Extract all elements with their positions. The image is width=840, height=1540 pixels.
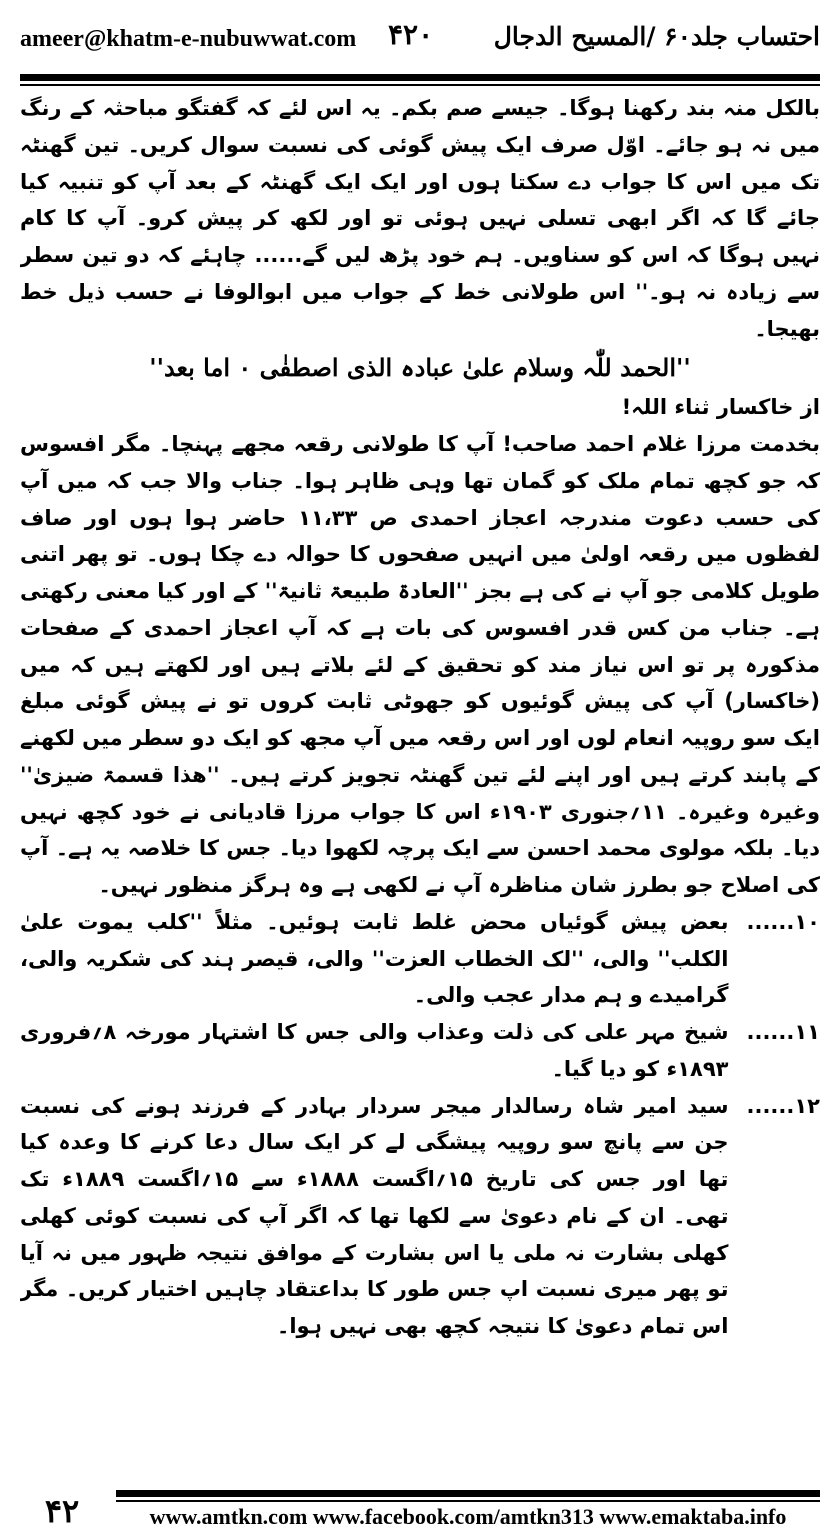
list-item [20,1088,820,1345]
footer-urls[interactable]: www.amtkn.com www.facebook.com/amtkn313 www.emaktaba.info [149,1504,787,1529]
page-body [20,90,820,1480]
list-item [20,1014,820,1088]
item-number: ۱۰...... [746,909,820,934]
page-header [20,0,820,74]
item-text: سید امیر شاہ رسالدار میجر سردار بہادر کے فرزند ہونے کی نسبت جن سے پانچ سو روپیہ پیشگی لے کر ایک سال دعا کرنے کا وعدہ کیا تھا اور جس کی تاریخ ۱۵؍اگست ۱۸۸۸ء سے ۱۵؍اگست ۱۸۸۹ء تک تھی۔ ان کے نام دعویٰ سے لکھا تھا کہ اگر آپ کی نسبت کوئی کھلی کھلی بشارت نہ ملی یا اس بشارت کے موافق نتیجہ ظہور میں نہ آیا تو پھر میری نسبت اپ جس طور کا بداعتقاد چاہیں اختیار کریں۔ مگر اس تمام دعویٰ کا نتیجہ کچھ بھی نہیں ہوا۔ [20,1093,729,1338]
header-rule-thin [20,84,820,86]
header-rule-thick [20,74,820,81]
page-footer [20,1486,820,1536]
paragraph-1: بالکل منہ بند رکھنا ہوگا۔ جیسے صم بکم۔ یہ اس لئے کہ گفتگو مباحثہ کے رنگ میں نہ ہو جائے۔ اوّل صرف ایک پیش گوئی کی نسبت سوال کریں۔ تین گھنٹہ تک میں اس کا جواب دے سکتا ہوں اور ایک ایک گھنٹہ کے بعد آپ کو تنبیہ کیا جائے گا کہ اگر ابھی تسلی نہیں ہوئی تو اور لکھ کر پیش کرو۔ آپ کا کام نہیں ہوگا کہ اس کو سناویں۔ ہم خود پڑھ لیں گے...... چاہئے کہ دو تین سطر سے زیادہ نہ ہو۔'' اس طولانی خط کے جواب میں ابوالوفا نے حسب ذیل خط بھیجا۔ [20,96,820,341]
item-text: شیخ مہر علی کی ذلت وعذاب والی جس کا اشتہار مورخہ ۸؍فروری ۱۸۹۳ء کو دیا گیا۔ [20,1020,729,1081]
item-number: ۱۱...... [746,1020,820,1044]
item-number: ۱۲...... [746,1093,820,1118]
item-text: بعض پیش گوئیاں محض غلط ثابت ہوئیں۔ مثلاً ''کلب یموت علیٰ الکلب'' والی، ''لک الخطاب العزت'' والی، قیصر ہند کی شکریہ والی، گرامیدے و ہم مدار عجب والی۔ [20,909,729,1008]
header-email: ameer@khatm-e-nubuwwat.com [20,26,357,52]
footer-rules [116,1490,820,1502]
paragraph-2: بخدمت مرزا غلام احمد صاحب! آپ کا طولانی رقعہ مجھے پہنچا۔ مگر افسوس کہ جو کچھ تمام ملک کو گمان تھا وہی ظاہر ہوا۔ جناب والا جب کہ میں آپ کی حسب دعوت مندرجہ اعجاز احمدی ص ۱۱،۳۳ حاضر ہوا ہوں اور صاف لفظوں میں رقعہ اولیٰ میں انہیں صفحوں کا حوالہ دے چکا ہوں۔ تو پھر اتنی طویل کلامی جو آپ نے کی ہے بجز ''العادۃ طبیعۃ ثانیۃ'' کے اور کیا معنی رکھتی ہے۔ جناب من کس قدر افسوس کی بات ہے کہ آپ اعجاز احمدی کے صفحات مذکورہ پر تو اس نیاز مند کو تحقیق کے لئے بلاتے ہیں اور لکھتے ہیں کہ میں (خاکسار) آپ کی پیش گوئیوں کو جھوٹی ثابت کروں تو نے پیش گوئی مبلغ ایک سو روپیہ انعام لوں اور اس رقعہ میں آپ مجھ کو ایک دو سطر میں لکھنے کے پابند کرتے ہیں اور اپنے لئے تین گھنٹہ تجویز کرتے ہیں۔ ''ھذا قسمۃ ضیزیٰ'' وغیرہ وغیرہ۔ ۱۱؍جنوری ۱۹۰۳ء اس کا جواب مرزا قادیانی نے خود کچھ نہیں دیا۔ بلکہ مولوی محمد احسن سے ایک پرچہ لکھوا دیا۔ جس کا خلاصہ یہ ہے۔ آپ کی اصلاح جو بطرز شان مناظرہ آپ نے لکھی ہے وہ ہرگز منظور نہیں۔ [20,432,820,897]
header-page-number: ۴۲۰ [388,18,434,51]
footer-page-number: ۴۲ [44,1492,80,1530]
sender-line: از خاکسار ثناء اللہ! [621,395,820,420]
header-title: احتساب جلد۶۰ /المسیح الدجال [493,22,820,51]
list-item [20,904,820,1014]
arabic-salutation: ''الحمد للّٰہ وسلام علیٰ عبادہ الذی اصطفٰی ۰ اما بعد'' [149,353,691,383]
